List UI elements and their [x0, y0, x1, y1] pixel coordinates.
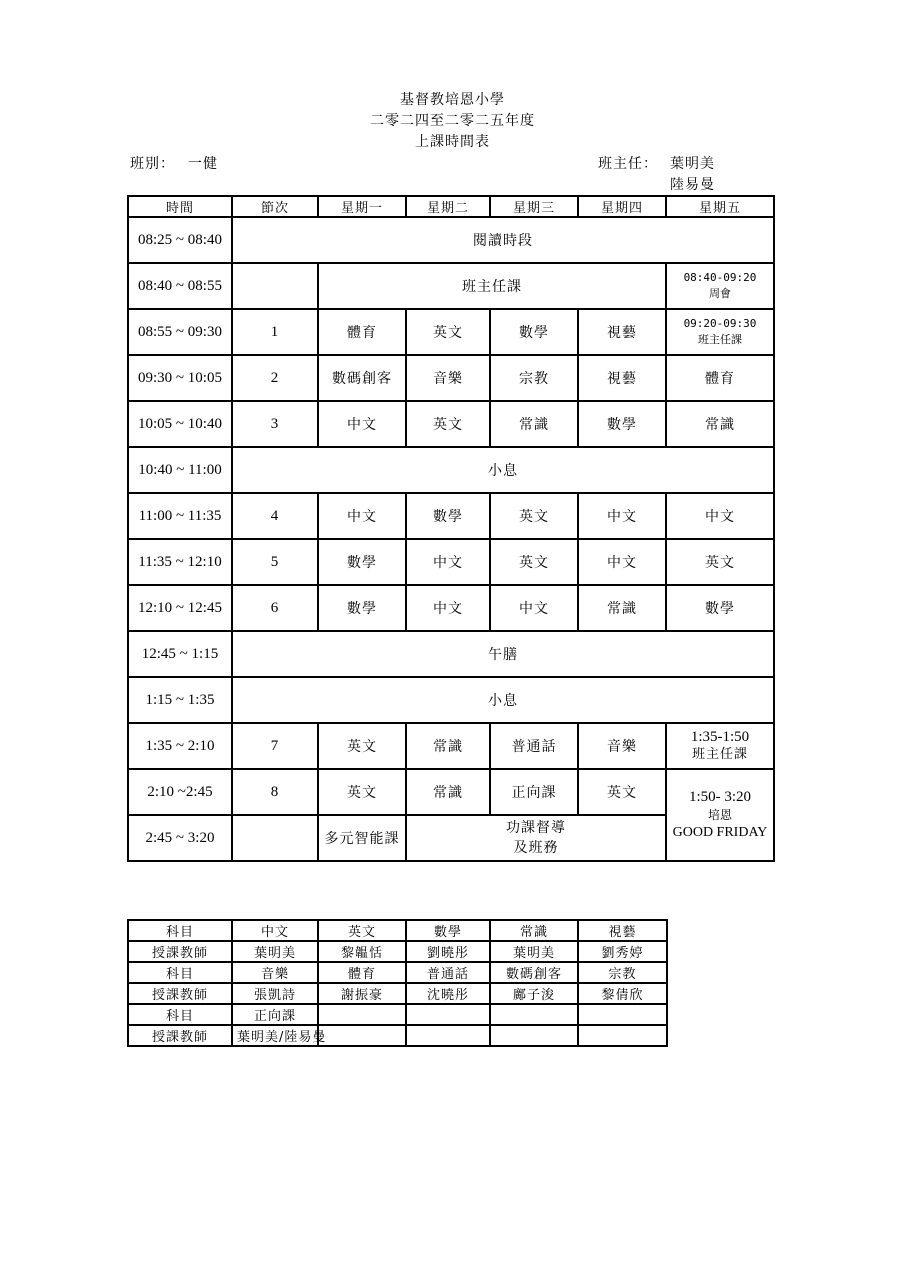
wed-cell: 常識 — [490, 401, 578, 447]
time-cell: 1:35 ~ 2:10 — [128, 723, 232, 769]
subject-cell: 數碼創客 — [490, 962, 578, 983]
fri-activity: 班主任課 — [691, 747, 748, 762]
mon-cell: 中文 — [318, 401, 406, 447]
thu-cell: 視藝 — [578, 309, 666, 355]
time-cell: 10:05 ~ 10:40 — [128, 401, 232, 447]
timetable-row — [128, 723, 774, 769]
header-tue: 星期二 — [406, 196, 490, 217]
teacher-cell: 謝振豪 — [318, 983, 406, 1004]
teacher-cell — [578, 1025, 667, 1046]
subject-cell: 中文 — [232, 920, 318, 941]
subject-cell: 正向課 — [232, 1004, 318, 1025]
mon-cell: 英文 — [318, 769, 406, 815]
teacher-label: 授課教師 — [128, 983, 232, 1004]
timetable-row — [128, 631, 774, 677]
fri-cell: 常識 — [666, 401, 774, 447]
subject-cell — [318, 1004, 406, 1025]
timetable-row — [128, 769, 774, 815]
thu-cell: 數學 — [578, 401, 666, 447]
wed-cell: 英文 — [490, 539, 578, 585]
header-thu: 星期四 — [578, 196, 666, 217]
timetable-row — [128, 263, 774, 309]
wed-cell: 中文 — [490, 585, 578, 631]
teacher-cell — [406, 1025, 490, 1046]
teacher-cell — [490, 1025, 578, 1046]
header-mon: 星期一 — [318, 196, 406, 217]
tue-cell: 常識 — [406, 769, 490, 815]
teacher-cell: 劉曉彤 — [406, 941, 490, 962]
thu-cell: 常識 — [578, 585, 666, 631]
period-cell: 4 — [232, 493, 318, 539]
class-teacher-1: 葉明美 — [670, 156, 715, 172]
tue-cell: 中文 — [406, 585, 490, 631]
subject-teacher-table — [127, 919, 668, 1047]
header-time: 時間 — [128, 196, 232, 217]
teacher-label: 班主任： — [598, 156, 658, 172]
fri-cell — [666, 769, 774, 861]
subject-cell: 體育 — [318, 962, 406, 983]
period-cell: 7 — [232, 723, 318, 769]
teacher-cell: 鄺子浚 — [490, 983, 578, 1004]
thu-cell: 英文 — [578, 769, 666, 815]
tue-cell: 英文 — [406, 401, 490, 447]
subject-cell: 英文 — [318, 920, 406, 941]
timetable-row — [128, 309, 774, 355]
recess-cell: 小息 — [232, 447, 774, 493]
teacher-cell: 葉明美 — [490, 941, 578, 962]
period-cell: 2 — [232, 355, 318, 401]
teacher-cell — [318, 1025, 406, 1046]
homework-line-2: 及班務 — [513, 840, 559, 856]
thu-cell: 中文 — [578, 539, 666, 585]
lunch-cell: 午膳 — [232, 631, 774, 677]
subject-cell: 視藝 — [578, 920, 667, 941]
recess-cell: 小息 — [232, 677, 774, 723]
header-wed: 星期三 — [490, 196, 578, 217]
mon-cell: 多元智能課 — [318, 815, 406, 861]
tue-cell: 常識 — [406, 723, 490, 769]
mon-cell: 體育 — [318, 309, 406, 355]
period-cell: 8 — [232, 769, 318, 815]
fri-cell — [666, 263, 774, 309]
fri-cell — [666, 309, 774, 355]
teacher-cell: 葉明美/陸易曼 — [232, 1025, 318, 1046]
thu-cell: 中文 — [578, 493, 666, 539]
fri-cell — [666, 723, 774, 769]
subject-row — [128, 920, 667, 941]
fri-note: GOOD FRIDAY — [672, 825, 768, 840]
teacher-cell: 張凱詩 — [232, 983, 318, 1004]
class-label: 班別： — [130, 156, 175, 172]
teacher-cell: 沈曉彤 — [406, 983, 490, 1004]
teacher-row — [128, 941, 667, 962]
timetable-header-row — [128, 196, 774, 217]
teacher-cell: 劉秀婷 — [578, 941, 667, 962]
time-cell: 08:55 ~ 09:30 — [128, 309, 232, 355]
homework-line-1: 功課督導 — [506, 820, 566, 836]
subject-label: 科目 — [128, 1004, 232, 1025]
mon-cell: 數碼創客 — [318, 355, 406, 401]
fri-activity: 周會 — [709, 287, 731, 300]
wed-cell: 數學 — [490, 309, 578, 355]
period-cell — [232, 815, 318, 861]
teacher-cell: 黎韞恬 — [318, 941, 406, 962]
tue-cell: 音樂 — [406, 355, 490, 401]
time-cell: 12:10 ~ 12:45 — [128, 585, 232, 631]
time-cell: 09:30 ~ 10:05 — [128, 355, 232, 401]
class-value: 一健 — [188, 156, 218, 172]
time-cell: 11:00 ~ 11:35 — [128, 493, 232, 539]
timetable — [127, 195, 775, 862]
timetable-row — [128, 217, 774, 263]
fri-cell: 中文 — [666, 493, 774, 539]
subject-cell — [490, 1004, 578, 1025]
time-cell: 08:40 ~ 08:55 — [128, 263, 232, 309]
subject-cell: 宗教 — [578, 962, 667, 983]
teacher-label: 授課教師 — [128, 941, 232, 962]
timetable-row — [128, 401, 774, 447]
class-teacher-period-cell: 班主任課 — [318, 263, 666, 309]
teacher-label: 授課教師 — [128, 1025, 232, 1046]
period-cell: 1 — [232, 309, 318, 355]
time-cell: 2:45 ~ 3:20 — [128, 815, 232, 861]
mon-cell: 英文 — [318, 723, 406, 769]
school-year: 二零二四至二零二五年度 — [370, 113, 535, 129]
fri-cell: 數學 — [666, 585, 774, 631]
fri-time: 1:35-1:50 — [690, 729, 750, 745]
subject-cell: 普通話 — [406, 962, 490, 983]
wed-cell: 宗教 — [490, 355, 578, 401]
fri-cell: 體育 — [666, 355, 774, 401]
subject-cell: 數學 — [406, 920, 490, 941]
teacher-cell: 黎倩欣 — [578, 983, 667, 1004]
time-cell: 12:45 ~ 1:15 — [128, 631, 232, 677]
subject-cell: 音樂 — [232, 962, 318, 983]
timetable-row — [128, 355, 774, 401]
thu-cell: 視藝 — [578, 355, 666, 401]
subject-label: 科目 — [128, 962, 232, 983]
fri-activity: 班主任課 — [698, 333, 742, 346]
subject-row — [128, 1004, 667, 1025]
period-cell — [232, 263, 318, 309]
time-cell: 08:25 ~ 08:40 — [128, 217, 232, 263]
reading-time-cell: 閱讀時段 — [232, 217, 774, 263]
tue-cell: 中文 — [406, 539, 490, 585]
fri-time: 08:40-09:20 — [683, 271, 757, 284]
mon-cell: 中文 — [318, 493, 406, 539]
period-cell: 3 — [232, 401, 318, 447]
period-cell: 6 — [232, 585, 318, 631]
timetable-row — [128, 447, 774, 493]
teacher-row — [128, 1025, 667, 1046]
wed-cell: 英文 — [490, 493, 578, 539]
page-title: 上課時間表 — [415, 134, 490, 150]
subject-cell — [406, 1004, 490, 1025]
mon-cell: 數學 — [318, 539, 406, 585]
homework-cell — [406, 815, 666, 861]
period-cell: 5 — [232, 539, 318, 585]
timetable-row — [128, 677, 774, 723]
header-period: 節次 — [232, 196, 318, 217]
teacher-row — [128, 983, 667, 1004]
header-fri: 星期五 — [666, 196, 774, 217]
subject-row — [128, 962, 667, 983]
thu-cell: 音樂 — [578, 723, 666, 769]
time-cell: 10:40 ~ 11:00 — [128, 447, 232, 493]
fri-time: 1:50- 3:20 — [688, 789, 752, 805]
subject-cell: 常識 — [490, 920, 578, 941]
fri-cell: 英文 — [666, 539, 774, 585]
wed-cell: 普通話 — [490, 723, 578, 769]
timetable-row — [128, 539, 774, 585]
fri-time: 09:20-09:30 — [683, 317, 757, 330]
school-name: 基督教培恩小學 — [400, 92, 505, 108]
subject-label: 科目 — [128, 920, 232, 941]
time-cell: 2:10 ~2:45 — [128, 769, 232, 815]
fri-activity: 培恩 — [707, 808, 732, 822]
timetable-row — [128, 493, 774, 539]
mon-cell: 數學 — [318, 585, 406, 631]
timetable-row — [128, 585, 774, 631]
time-cell: 1:15 ~ 1:35 — [128, 677, 232, 723]
subject-cell — [578, 1004, 667, 1025]
class-teacher-2: 陸易曼 — [670, 177, 715, 193]
wed-cell: 正向課 — [490, 769, 578, 815]
tue-cell: 英文 — [406, 309, 490, 355]
tue-cell: 數學 — [406, 493, 490, 539]
teacher-cell: 葉明美 — [232, 941, 318, 962]
time-cell: 11:35 ~ 12:10 — [128, 539, 232, 585]
